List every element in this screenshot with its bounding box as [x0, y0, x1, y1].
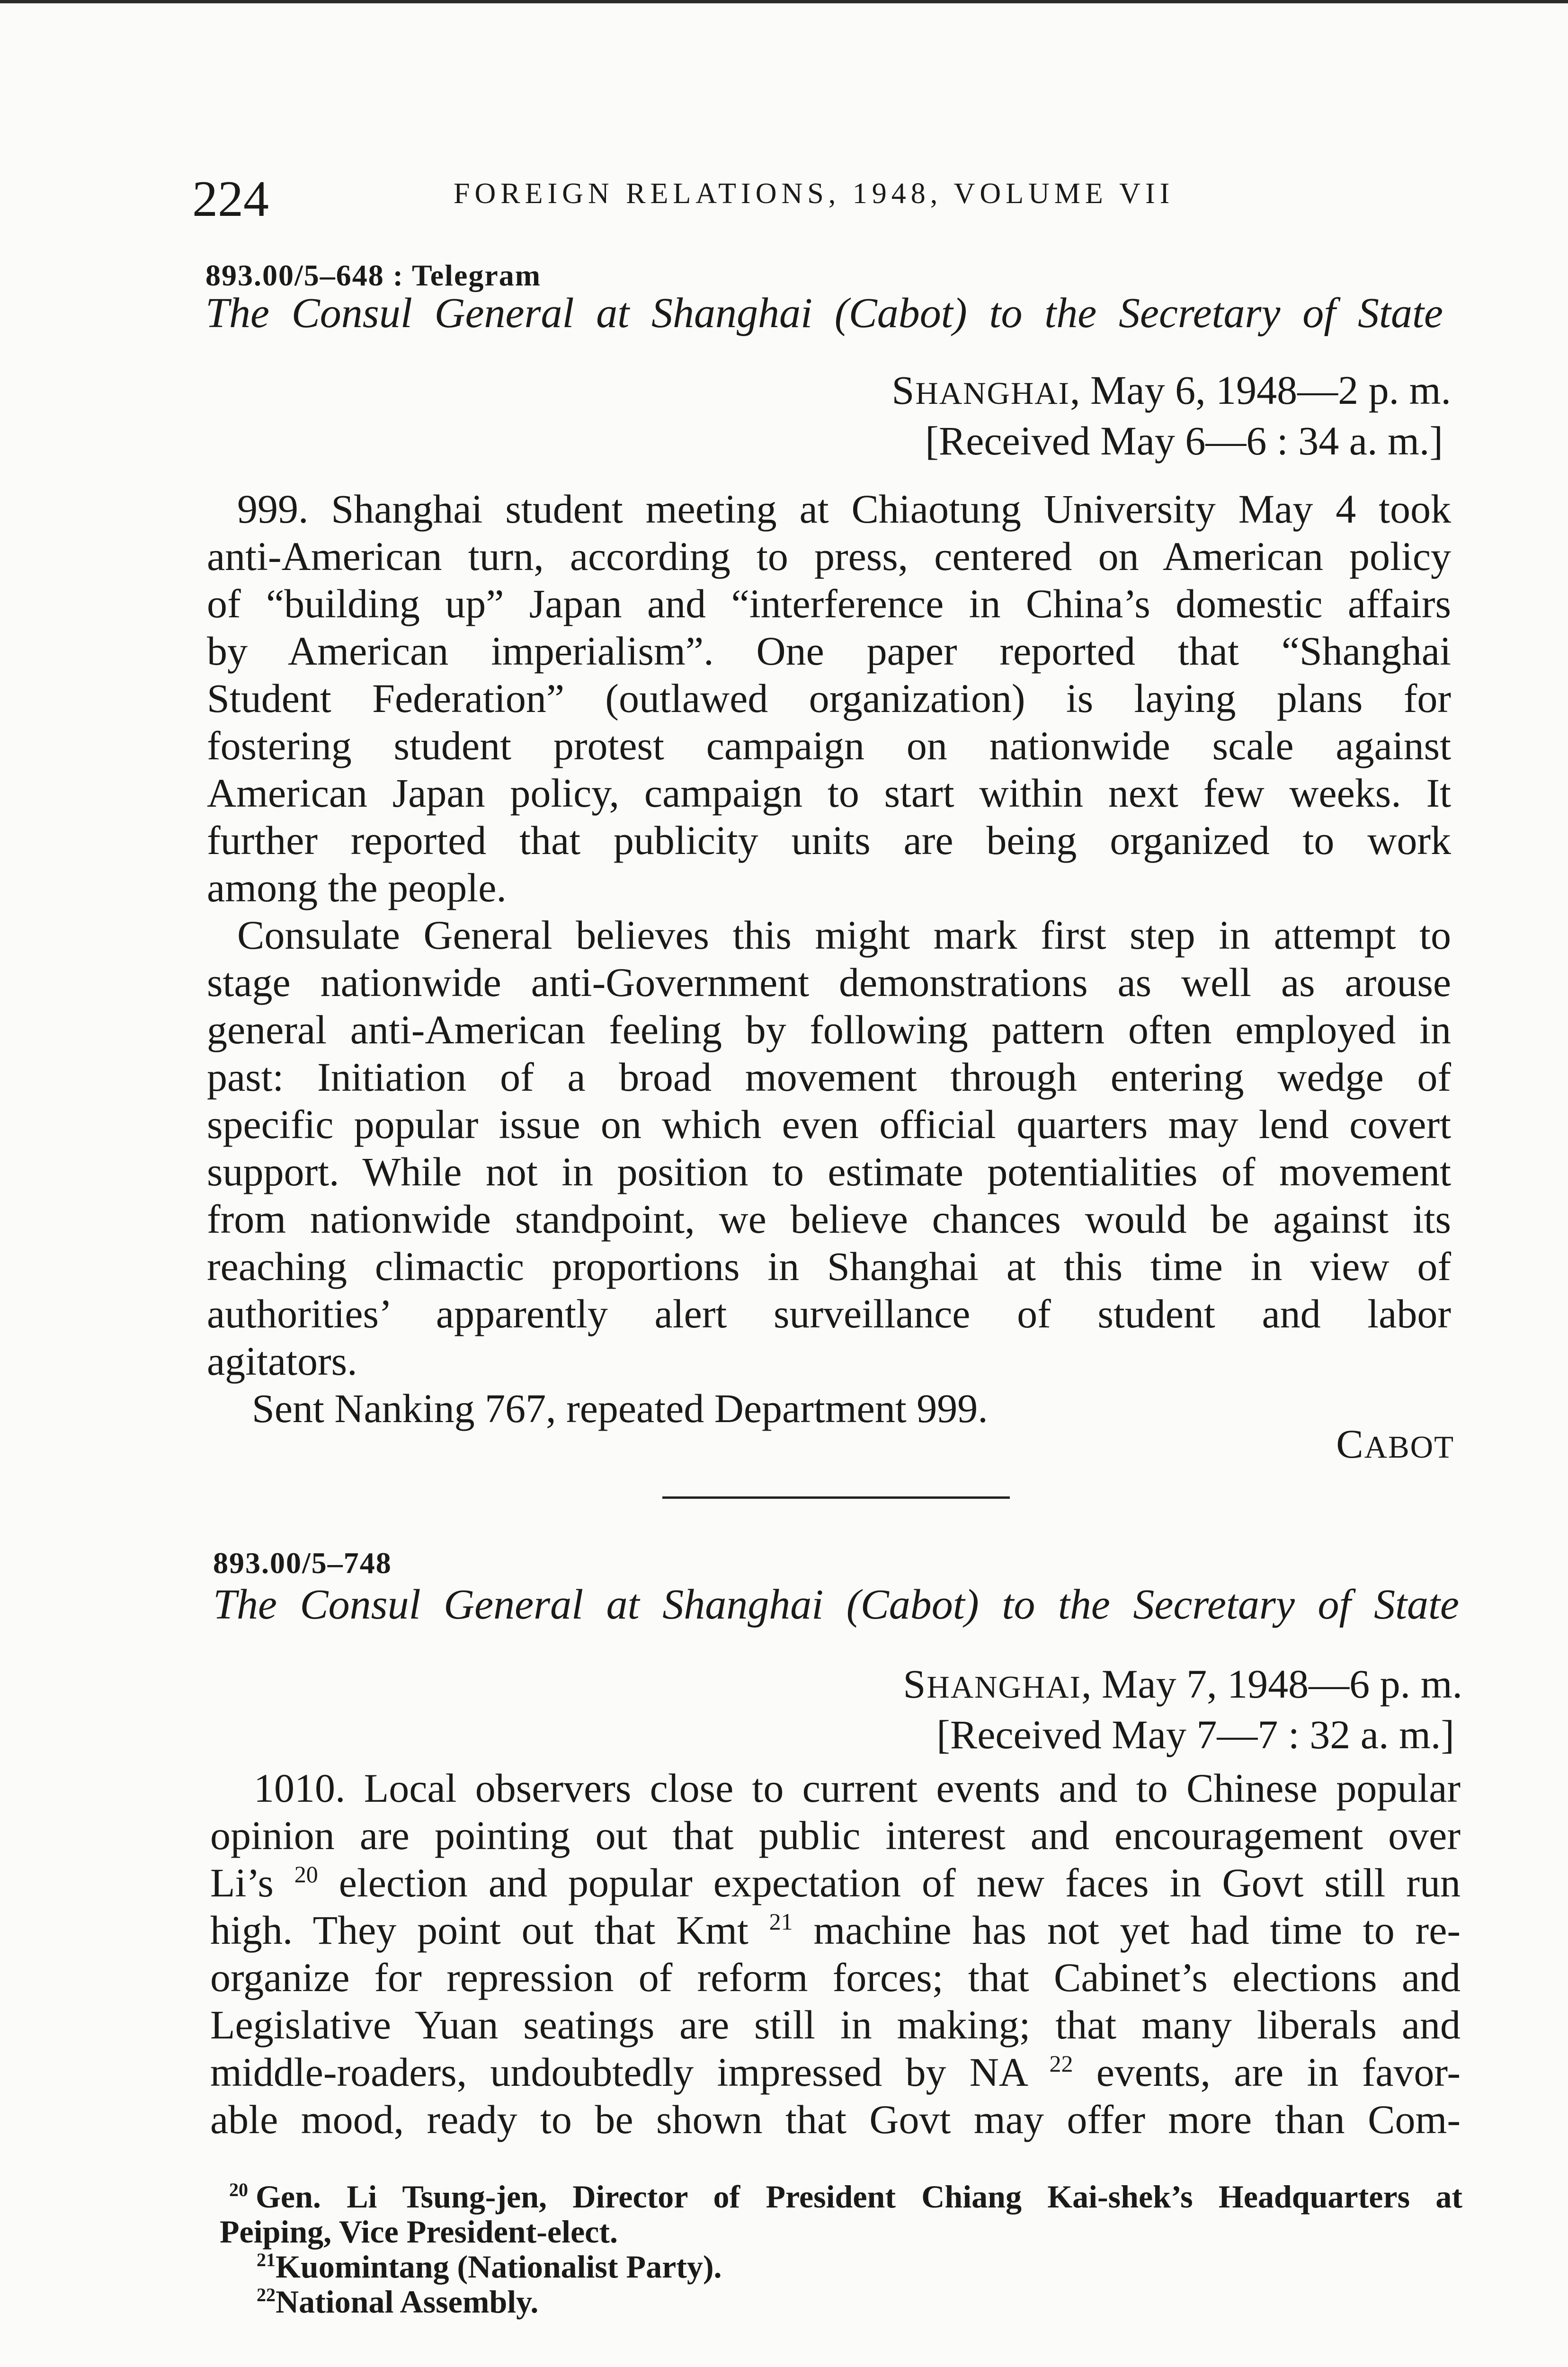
text-run: able mood, ready to be shown that Govt may offer more than Com- [210, 2097, 1461, 2142]
page-number: 224 [192, 171, 269, 227]
body-line [210, 1812, 1461, 1859]
paragraph [210, 1764, 1461, 2143]
text-run: agitators. [207, 1338, 357, 1384]
body-line [207, 627, 1451, 675]
sent-line [891, 366, 1451, 417]
document-title: The Consul General at Shanghai (Cabot) to the Secretary of State [213, 1581, 1459, 1628]
footnote-number: 21 [257, 2249, 276, 2270]
footnote-reference: 20 [294, 1861, 318, 1887]
text-run: reaching climactic proportions in Shanghai at this time in view of [207, 1244, 1451, 1289]
text-run: past: Initiation of a broad movement through entering wedge of [207, 1054, 1451, 1100]
body-line [210, 2001, 1461, 2048]
body-line [207, 1006, 1451, 1053]
body-line [207, 722, 1451, 769]
text-run: American Japan policy, campaign to start within next few weeks. It [207, 770, 1451, 816]
received-line: [Received May 6—6 : 34 a. m.] [925, 418, 1443, 463]
body-line [207, 1148, 1451, 1195]
footnote-line [220, 2214, 1462, 2249]
footnote-line [220, 2249, 1462, 2284]
text-run: high. They point out that Kmt [210, 1907, 769, 1953]
text-run: Gen. Li Tsung-jen, Director of President Chiang Kai-shek’s Headquarters at [256, 2179, 1462, 2215]
text-run: events, are in favor- [1073, 2049, 1461, 2095]
sent-date: , May 7, 1948—6 p. m. [1081, 1661, 1462, 1707]
body-line [210, 1954, 1461, 2001]
telegram-body [210, 1764, 1461, 2143]
body-line [207, 533, 1451, 580]
body-line [207, 485, 1451, 533]
footnote-number: 20 [229, 2179, 248, 2200]
footnotes [220, 2179, 1462, 2319]
running-title: FOREIGN RELATIONS, 1948, VOLUME VII [454, 178, 1175, 210]
paragraph [207, 485, 1451, 911]
document-title: The Consul General at Shanghai (Cabot) to the Secretary of State [205, 290, 1443, 337]
text-run: specific popular issue on which even official quarters may lend covert [207, 1102, 1451, 1147]
text-run: organize for repression of reform forces; that Cabinet’s elections and [210, 1955, 1461, 2000]
body-line [210, 1764, 1461, 1812]
text-run: Kuomintang (Nationalist Party). [276, 2249, 722, 2285]
footnote-line [220, 2284, 1462, 2319]
body-line [210, 2096, 1461, 2143]
body-line [207, 1195, 1451, 1243]
telegram-body [207, 485, 1451, 1432]
text-run: authorities’ apparently alert surveillance of student and labor [207, 1291, 1451, 1336]
body-line [207, 1053, 1451, 1101]
text-run: from nationwide standpoint, we believe chances would be against its [207, 1196, 1451, 1242]
text-run: Sent Nanking 767, repeated Department 999. [252, 1386, 988, 1431]
body-line [207, 675, 1451, 722]
file-reference: 893.00/5–648 : Telegram [205, 258, 542, 292]
body-line [210, 2048, 1461, 2096]
text-run: Student Federation” (outlawed organization) is laying plans for [207, 676, 1451, 721]
body-line [207, 1243, 1451, 1290]
place-name: SHANGHAI [903, 1661, 1081, 1707]
body-line [207, 1337, 1451, 1385]
body-line [207, 959, 1451, 1006]
text-run: further reported that publicity units are being organized to work [207, 818, 1451, 863]
signature-name: CABOT [1336, 1421, 1454, 1467]
text-run: general anti-American feeling by following pattern often employed in [207, 1007, 1451, 1052]
text-run: by American imperialism”. One paper reported that “Shanghai [207, 628, 1451, 674]
footnote-reference: 21 [769, 1908, 793, 1935]
text-run: of “building up” Japan and “interference in China’s domestic affairs [207, 581, 1451, 626]
text-run: Legislative Yuan seatings are still in making; that many liberals and [210, 2002, 1461, 2047]
footnote-reference: 22 [1049, 2050, 1073, 2077]
text-run: opinion are pointing out that public interest and encouragement over [210, 1813, 1461, 1858]
text-run: Consulate General believes this might mark first step in attempt to [237, 912, 1451, 958]
text-run: Li’s [210, 1860, 294, 1905]
body-line [207, 817, 1451, 864]
text-run: National Assembly. [276, 2284, 539, 2320]
received-line: [Received May 7—7 : 32 a. m.] [936, 1712, 1454, 1757]
section-divider [662, 1496, 1010, 1499]
body-line [207, 911, 1451, 959]
body-line [207, 1385, 1451, 1432]
text-run: stage nationwide anti-Government demonstrations as well as arouse [207, 960, 1451, 1005]
footnote-line [220, 2179, 1462, 2214]
sent-date: , May 6, 1948—2 p. m. [1069, 367, 1451, 413]
body-line [210, 1906, 1461, 1954]
text-run: election and popular expectation of new faces in Govt still run [318, 1860, 1461, 1905]
text-run: anti-American turn, according to press, centered on American policy [207, 534, 1451, 579]
dateline [891, 366, 1451, 464]
paragraph [207, 911, 1451, 1385]
text-run: 1010. Local observers close to current events and to Chinese popular [254, 1765, 1461, 1811]
body-line [207, 769, 1451, 817]
text-run: fostering student protest campaign on nationwide scale against [207, 723, 1451, 768]
scan-edge [0, 0, 1568, 3]
text-run: Peiping, Vice President-elect. [220, 2214, 618, 2250]
body-line [207, 580, 1451, 627]
footnote-20 [220, 2179, 1462, 2249]
file-reference: 893.00/5–748 [213, 1546, 392, 1580]
body-line [207, 864, 1451, 911]
footnote-21 [220, 2249, 1462, 2284]
body-line [207, 1101, 1451, 1148]
footnote-22 [220, 2284, 1462, 2319]
body-line [210, 1859, 1461, 1906]
text-run: 999. Shanghai student meeting at Chiaotung University May 4 took [237, 486, 1451, 532]
text-run: machine has not yet had time to re- [793, 1907, 1461, 1953]
text-run: middle-roaders, undoubtedly impressed by NA [210, 2049, 1050, 2095]
dateline [903, 1660, 1462, 1758]
body-line [207, 1290, 1451, 1337]
text-run: among the people. [207, 865, 507, 910]
sent-line [903, 1660, 1462, 1711]
footnote-number: 22 [257, 2284, 276, 2305]
signature [1336, 1420, 1454, 1471]
place-name: SHANGHAI [891, 367, 1070, 413]
text-run: support. While not in position to estimate potentialities of movement [207, 1149, 1451, 1194]
paragraph [207, 1385, 1451, 1432]
